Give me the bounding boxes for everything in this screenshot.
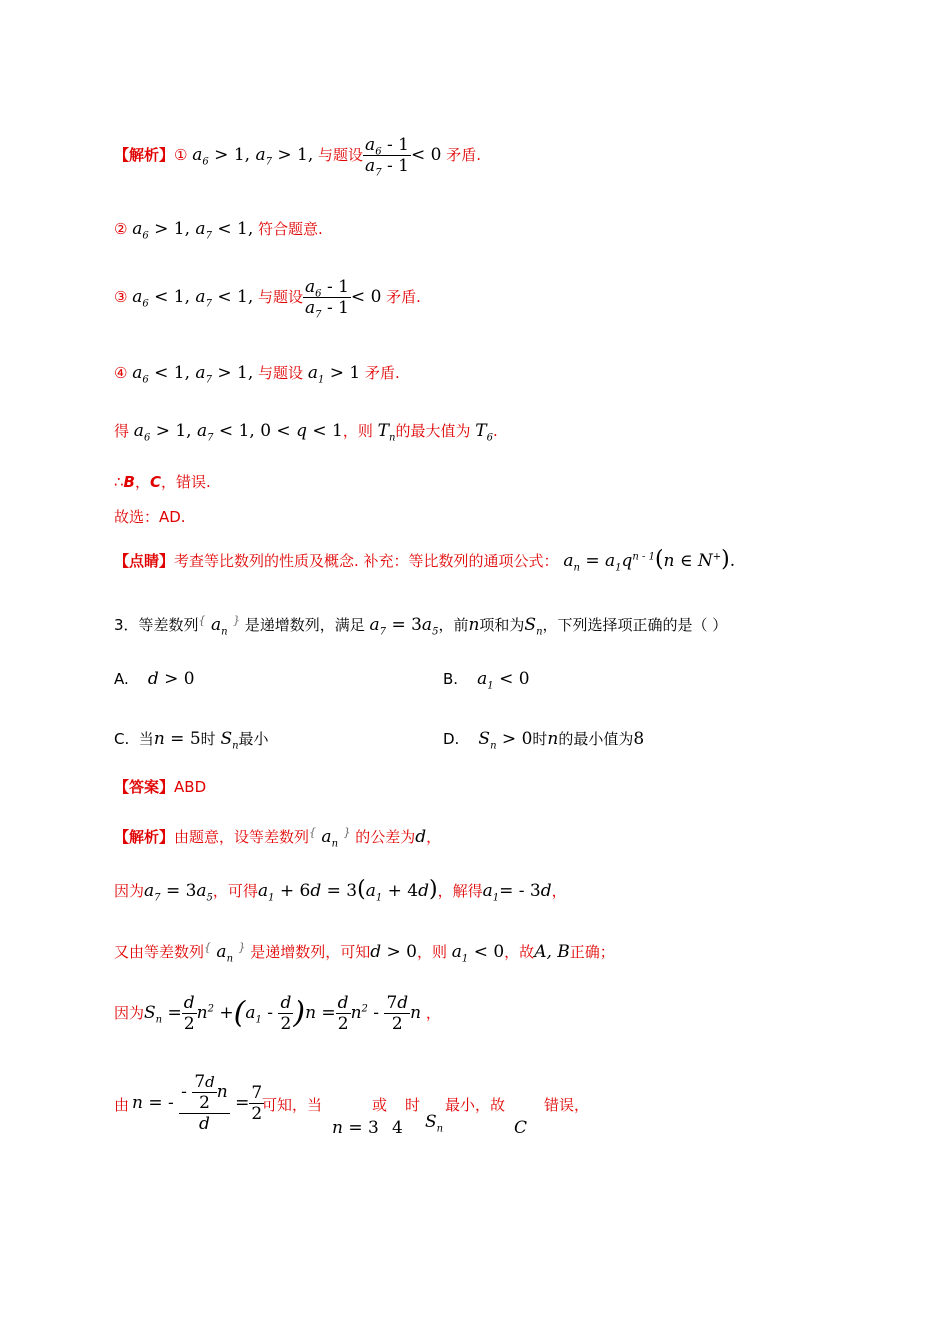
question-3: 3．等差数列{ $a_n$ } 是递增数列，满足 $a_7 = 3a_5$，前n项和为$S_n$，下列选择项正确的是（ ）	[114, 614, 728, 638]
s-n: $S_n$	[425, 1112, 444, 1135]
answer-label: 【答案】	[114, 778, 175, 796]
sequence: { $a_n$ }	[309, 826, 351, 850]
solution-line-3: 又由等差数列{ $a_n$ } 是递增数列，可知d > 0，则 $a_1 < 0$，故A, B正确；	[114, 941, 615, 965]
solution-line-4: 因为$S_n$ = $\frac{d}{2}$ $n^2 +(a_1$ - $\frac{d}{2}$ )n = $\frac{d}{2}$ $n^2$ - $\frac{7d}{2}$ n ，	[114, 993, 441, 1034]
conclusion: 符合题意.	[258, 220, 323, 238]
text: 与题设	[318, 146, 364, 164]
remark-line: 【点睛】考查等比数列的性质及概念. 补充：等比数列的通项公式： $a_n = a_1q^{n - 1}(n$ ∈ N+).	[114, 547, 736, 574]
relation: < 0	[350, 287, 382, 307]
text: 与题设	[258, 288, 304, 306]
remark-label: 【点睛】	[114, 552, 175, 570]
vertex-formula: n = - - $\frac{7d}{2}$ n d = $\frac{7}{2}$	[132, 1072, 263, 1134]
option-a-math: d > 0	[147, 669, 195, 689]
condition: $a_6 < 1$, $a_7 < 1$,	[132, 287, 254, 310]
choice-line: 故选：AD.	[114, 508, 186, 526]
option-d[interactable]: D. $S_n > 0$时n的最小值为8	[443, 729, 645, 752]
general-term-formula: $a_n = a_1q^{n - 1}(n$ ∈ N+)	[563, 547, 730, 574]
sequence: { $a_n$ }	[198, 614, 240, 638]
case-marker-2: ②	[114, 220, 128, 238]
option-a[interactable]: A. d > 0	[114, 669, 195, 689]
t-n: $T_n$	[377, 421, 396, 444]
t-6: $T_6$	[475, 421, 493, 444]
answer-value: ABD	[174, 778, 207, 796]
option-c-math: n = 5	[153, 729, 201, 749]
answer-line	[114, 775, 206, 799]
case-marker-1: ①	[174, 146, 188, 164]
analysis-case-1	[114, 130, 481, 180]
case-marker-4: ④	[114, 364, 128, 382]
analysis-label: 【解析】	[114, 146, 175, 164]
sum-formula: $S_n$ = $\frac{d}{2}$ $n^2 +(a_1$ - $\frac{d}{2}$ )n = $\frac{d}{2}$ $n^2$ - $\frac{7d}{2}$ n	[144, 993, 422, 1034]
option-b-math: $a_1 < 0$	[477, 669, 530, 692]
analysis-label: 【解析】	[114, 828, 175, 846]
analysis-case-3	[114, 272, 421, 322]
case-marker-3: ③	[114, 288, 128, 306]
s-n: $S_n$	[524, 615, 543, 638]
therefore-line: ∴B，C，错误.	[114, 473, 211, 491]
analysis-case-4	[114, 358, 400, 388]
option-b[interactable]: B. $a_1 < 0$	[443, 669, 530, 692]
conclusion: 矛盾.	[386, 288, 421, 306]
option-d-math: $S_n > 0$	[478, 729, 533, 752]
sequence: { $a_n$ }	[204, 941, 246, 965]
condition: $a_6 > 1$, $a_7 < 1$, 0 < q < 1	[133, 421, 343, 444]
equation: $a_1 + 6d = 3(a_1 + 4d)$	[257, 877, 438, 904]
conclusion: 矛盾.	[364, 364, 400, 382]
text: 与题设	[258, 364, 304, 382]
condition: $a_7 = 3a_5$	[369, 615, 439, 638]
condition: $a_6 > 1$, $a_7 > 1$,	[192, 145, 314, 168]
solution-line-2: 因为$a_7 = 3a_5$，可得$a_1 + 6d = 3(a_1 + 4d)$，解得$a_1= - 3d$，	[114, 877, 567, 904]
condition: $a_6 > 1$, $a_7 < 1$,	[132, 219, 254, 242]
relation: < 0	[410, 145, 442, 165]
condition: $a_6 < 1$, $a_7 > 1$,	[132, 363, 254, 386]
condition-2: $a_1 > 1$	[307, 363, 361, 386]
s-n: $S_n$	[220, 729, 239, 752]
solution-line-1: 【解析】由题意，设等差数列{ $a_n$ } 的公差为d，	[114, 826, 442, 850]
analysis-result: 得 $a_6 > 1$, $a_7 < 1$, 0 < q < 1，则 $T_n$的最大值为 $T_6$.	[114, 421, 498, 444]
option-c[interactable]: C. 当n = 5时 $S_n$最小	[114, 729, 269, 752]
fraction: $\frac{a_6 - 1}{a_7 - 1}$	[305, 277, 349, 321]
conclusion: 矛盾.	[446, 146, 481, 164]
fraction: $\frac{a_6 - 1}{a_7 - 1}$	[365, 135, 409, 179]
analysis-case-2	[114, 214, 323, 244]
